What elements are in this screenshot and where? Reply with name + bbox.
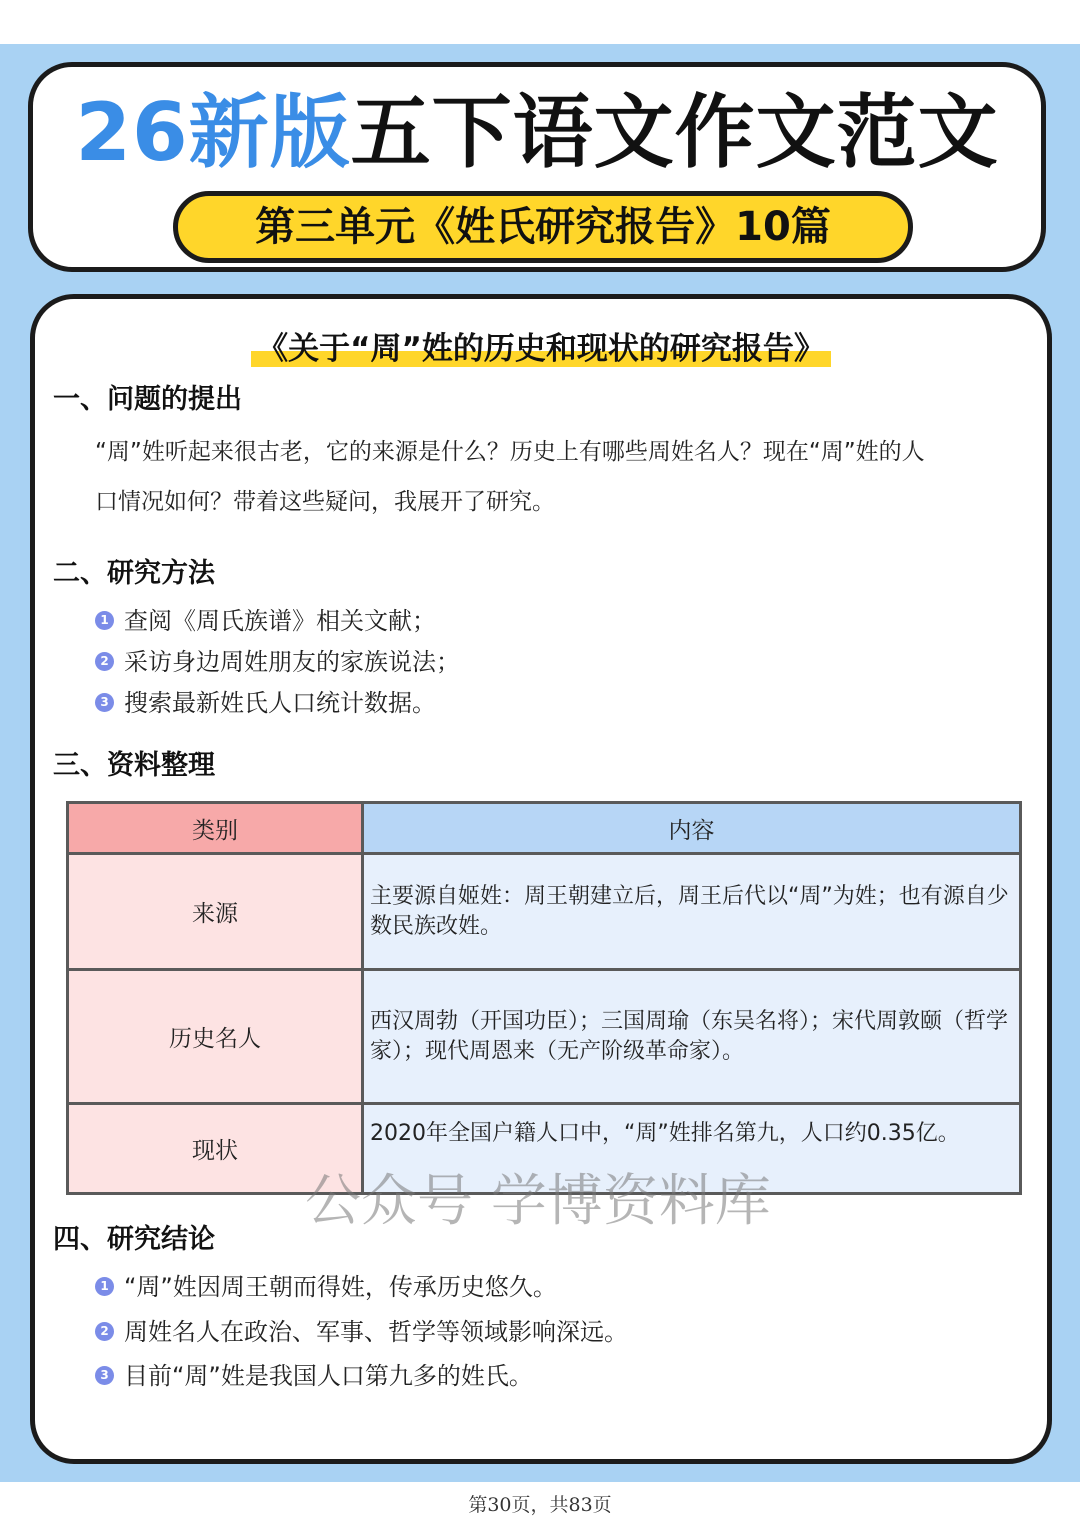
table-cell-category: 历史名人 xyxy=(68,970,363,1104)
conclusion-item xyxy=(95,1358,533,1394)
table-row xyxy=(68,1104,1021,1194)
report-title xyxy=(35,323,1047,368)
content-card xyxy=(30,294,1052,1464)
watermark-text: 公众号 学博资料库 xyxy=(305,1169,771,1234)
table-row xyxy=(68,970,1021,1104)
intro-line-1: “周”姓听起来很古老，它的来源是什么？历史上有哪些周姓名人？现在“周”姓的人 xyxy=(95,439,925,465)
table-cell-content: 西汉周勃（开国功臣）；三国周瑜（东吴名将）；宋代周敦颐（哲学家）；现代周恩来（无产阶级革命家）。 xyxy=(363,970,1021,1104)
method-item-text: 查阅《周氏族谱》相关文献； xyxy=(124,607,436,635)
section-heading-4: 四、研究结论 xyxy=(53,1224,215,1255)
main-title xyxy=(33,83,1041,183)
section-heading-1: 一、问题的提出 xyxy=(53,384,242,415)
main-title-text: 五下语文作文范文 xyxy=(350,86,999,179)
table-header-category: 类别 xyxy=(68,803,363,854)
number-badge-icon: 3 xyxy=(95,693,114,712)
table-cell-category: 来源 xyxy=(68,854,363,970)
method-item xyxy=(95,644,460,680)
number-badge-icon: 1 xyxy=(95,611,114,630)
number-badge-icon: 2 xyxy=(95,652,114,671)
number-badge-icon: 2 xyxy=(95,1322,114,1341)
report-title-text: 《关于“周”姓的历史和现状的研究报告》 xyxy=(251,331,831,367)
data-table xyxy=(66,801,1022,1195)
intro-paragraph xyxy=(95,427,1035,527)
conclusion-item-text: “周”姓因周王朝而得姓，传承历史悠久。 xyxy=(124,1273,557,1301)
table-row xyxy=(68,854,1021,970)
section-heading-3: 三、资料整理 xyxy=(53,750,215,781)
method-item-text: 采访身边周姓朋友的家族说法； xyxy=(124,648,460,676)
table-header-row xyxy=(68,803,1021,854)
conclusion-item-text: 周姓名人在政治、军事、哲学等领域影响深远。 xyxy=(124,1318,628,1346)
number-badge-icon: 3 xyxy=(95,1366,114,1385)
main-title-accent: 26新版 xyxy=(75,86,351,179)
method-item xyxy=(95,685,436,721)
conclusion-item xyxy=(95,1269,557,1305)
conclusion-item-text: 目前“周”姓是我国人口第九多的姓氏。 xyxy=(124,1362,533,1390)
number-badge-icon: 1 xyxy=(95,1277,114,1296)
subtitle-pill: 第三单元《姓氏研究报告》10篇 xyxy=(173,191,913,263)
method-item-text: 搜索最新姓氏人口统计数据。 xyxy=(124,689,436,717)
method-item xyxy=(95,603,436,639)
page-footer: 第30页，共83页 xyxy=(468,1494,612,1516)
conclusion-item xyxy=(95,1314,628,1350)
table-header-content: 内容 xyxy=(363,803,1021,854)
table-cell-content: 2020年全国户籍人口中，“周”姓排名第九，人口约0.35亿。 xyxy=(363,1104,1021,1194)
header-card xyxy=(28,62,1046,272)
table-cell-category: 现状 xyxy=(68,1104,363,1194)
section-heading-2: 二、研究方法 xyxy=(53,558,215,589)
intro-line-2: 口情况如何？带着这些疑问，我展开了研究。 xyxy=(95,489,555,515)
table-cell-content: 主要源自姬姓：周王朝建立后，周王后代以“周”为姓；也有源自少数民族改姓。 xyxy=(363,854,1021,970)
